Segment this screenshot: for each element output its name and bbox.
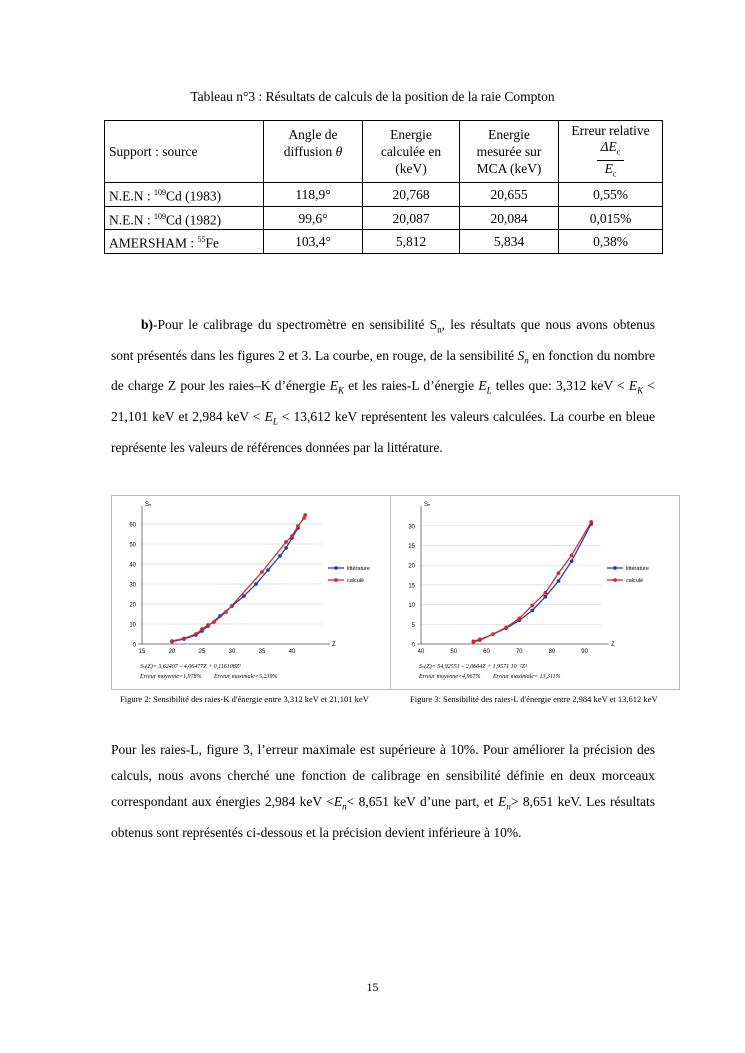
figure-2 <box>111 495 401 690</box>
legend-label: calculé <box>347 578 365 584</box>
x-tick-label: 35 <box>258 649 266 655</box>
data-point <box>478 637 482 641</box>
data-point <box>530 603 534 607</box>
page-number: 15 <box>366 980 379 994</box>
row-source: AMERSHAM : $^{55}$Fe <box>105 230 264 254</box>
error-max-text: Erreur maximale= 13,311% <box>493 674 561 680</box>
y-tick-label: 40 <box>129 562 136 569</box>
header-angle: Angle de diffusion θ <box>264 121 363 183</box>
legend-marker <box>334 578 338 582</box>
data-point <box>254 582 258 586</box>
legend-marker <box>613 578 617 582</box>
formula-text: Sₙ(Z)= 54,92551 – 2,0604Z + 1,9571 10⁻²Z² <box>419 664 527 670</box>
y-tick-label: 20 <box>129 602 136 609</box>
data-point <box>543 591 547 595</box>
legend-label: calculé <box>626 578 644 584</box>
y-axis-label: Sₙ <box>145 502 152 508</box>
series-line-calcule <box>172 515 305 641</box>
x-tick-label: 20 <box>168 649 176 655</box>
y-tick-label: 15 <box>408 583 415 590</box>
figure-3 <box>390 495 680 690</box>
y-tick-label: 10 <box>408 603 415 610</box>
formula-text: Sₙ(Z)= 3,62407 – 4,06477Z + 0,116108Z² <box>140 664 241 670</box>
x-tick-label: 15 <box>138 649 146 655</box>
y-axis-label: Sₙ <box>424 502 431 508</box>
data-point <box>260 570 264 574</box>
row-angle: 118,9° <box>264 183 363 207</box>
data-point <box>200 627 204 631</box>
data-point <box>570 553 574 557</box>
series-line-litterature <box>172 528 298 642</box>
data-point <box>557 579 561 583</box>
x-tick-label: 40 <box>288 649 296 655</box>
data-point <box>557 571 561 575</box>
y-tick-label: 20 <box>408 563 415 570</box>
table-row <box>105 183 663 207</box>
header-energy-measured: Energie mesurée sur MCA (keV) <box>460 121 559 183</box>
x-tick-label: 70 <box>515 649 523 655</box>
data-point <box>284 546 288 550</box>
y-tick-label: 50 <box>129 542 136 549</box>
data-point <box>170 639 174 643</box>
row-source: N.E.N : $^{109}$Cd (1983) <box>105 183 264 207</box>
y-tick-label: 0 <box>411 642 415 649</box>
legend-marker <box>334 566 338 570</box>
figure-2-chart <box>112 496 400 689</box>
x-axis-label: Z <box>332 642 336 648</box>
x-axis-label: Z <box>611 642 615 648</box>
y-tick-label: 25 <box>408 544 415 551</box>
legend-label: littérature <box>626 566 649 572</box>
error-max-text: Erreur maximale=5,239% <box>214 674 278 680</box>
data-point <box>570 559 574 563</box>
data-point <box>206 623 210 627</box>
row-energy-measured: 20,655 <box>460 183 559 207</box>
table-row <box>105 230 663 254</box>
header-energy-calc: Energie calculée en (keV) <box>363 121 460 183</box>
series-line-calcule <box>473 522 591 641</box>
row-error: 0,38% <box>559 230 663 254</box>
header-support: Support : source <box>105 121 264 183</box>
data-point <box>303 513 307 517</box>
data-point <box>224 610 228 614</box>
table-row <box>105 206 663 230</box>
y-tick-label: 30 <box>408 524 415 531</box>
x-tick-label: 25 <box>198 649 206 655</box>
row-energy-calc: 20,768 <box>363 183 460 207</box>
row-error: 0,015% <box>559 206 663 230</box>
row-source: N.E.N : $^{109}$Cd (1982) <box>105 206 264 230</box>
data-point <box>517 616 521 620</box>
data-point <box>530 609 534 613</box>
x-tick-label: 90 <box>581 649 588 655</box>
error-fraction: $\frac{\Delta E_c}{E_c}$ <box>597 139 625 181</box>
figure-2-caption: Figure 2: Sensibilité des raies-K d'énergie entre 3,312 keV et 21,101 keV <box>120 694 369 704</box>
figure-3-caption: Figure 3: Sensibilité des raies-L d'énergie entre 2,984 keV et 13,612 keV <box>410 694 658 704</box>
data-point <box>491 632 495 636</box>
row-energy-calc: 5,812 <box>363 230 460 254</box>
data-point <box>242 594 246 598</box>
data-point <box>471 639 475 643</box>
row-energy-calc: 20,087 <box>363 206 460 230</box>
data-point <box>212 620 216 624</box>
paragraph-l-lines: Pour les raies-L, figure 3, l’erreur maximale est supérieure à 10%. Pour améliorer la précision des calculs, nous avons cherché une fonction de calibrage en sensibilité définie en deux morceaux correspondant aux énergies 2,984 keV $<E_n< 8,651$ keV d’une part, et $E_n> 8,651$ keV. Les résultats obtenus sont représentés ci-dessous et la précision devient inférieure à 10%. <box>111 742 655 840</box>
data-point <box>284 540 288 544</box>
legend-label: littérature <box>347 566 370 572</box>
row-angle: 99,6° <box>264 206 363 230</box>
data-point <box>589 520 593 524</box>
data-point <box>290 534 294 538</box>
row-energy-measured: 5,834 <box>460 230 559 254</box>
x-tick-label: 40 <box>417 649 425 655</box>
data-point <box>504 626 508 630</box>
x-tick-label: 30 <box>228 649 236 655</box>
header-relative-error: Erreur relative $\frac{\Delta E_c}{E_c}$ <box>559 121 663 183</box>
y-tick-label: 60 <box>129 522 136 529</box>
row-angle: 103,4° <box>264 230 363 254</box>
y-tick-label: 30 <box>129 582 136 589</box>
x-tick-label: 50 <box>450 649 458 655</box>
row-error: 0,55% <box>559 183 663 207</box>
legend-marker <box>613 566 617 570</box>
table-header-row <box>105 121 663 183</box>
error-mean-text: Erreur moyenne=4,967% <box>419 674 481 680</box>
data-point <box>194 632 198 636</box>
y-tick-label: 10 <box>129 622 136 629</box>
row-energy-measured: 20,084 <box>460 206 559 230</box>
data-point <box>296 524 300 528</box>
data-point <box>266 568 270 572</box>
y-tick-label: 5 <box>411 622 415 629</box>
x-tick-label: 60 <box>483 649 490 655</box>
data-point <box>543 595 547 599</box>
figure-3-chart <box>391 496 679 689</box>
table-caption: Tableau n°3 : Résultats de calculs de la position de la raie Compton <box>190 89 555 104</box>
y-tick-label: 0 <box>132 642 136 649</box>
error-mean-text: Erreur moyenne=1,978% <box>140 674 202 680</box>
results-table <box>104 120 663 254</box>
data-point <box>182 637 186 641</box>
x-tick-label: 80 <box>548 649 556 655</box>
data-point <box>278 554 282 558</box>
paragraph-b: b)-Pour le calibrage du spectromètre en sensibilité $S_n$, les résultats que nous avons obtenus sont présentés dans les figures 2 et 3. La courbe, en rouge, de la sensibilité $S_n$ en fonction du nombre de charge Z pour les raies–K d’énergie $E_K$ et les raies-L d’énergie $E_L$ telles que: 3,312 keV < $E_K < 21,101$ keV et 2,984 keV < $E_L < 13,612$ keV représentent les valeurs calculées. La courbe en bleue représente les valeurs de références données par la littérature. <box>111 317 655 455</box>
